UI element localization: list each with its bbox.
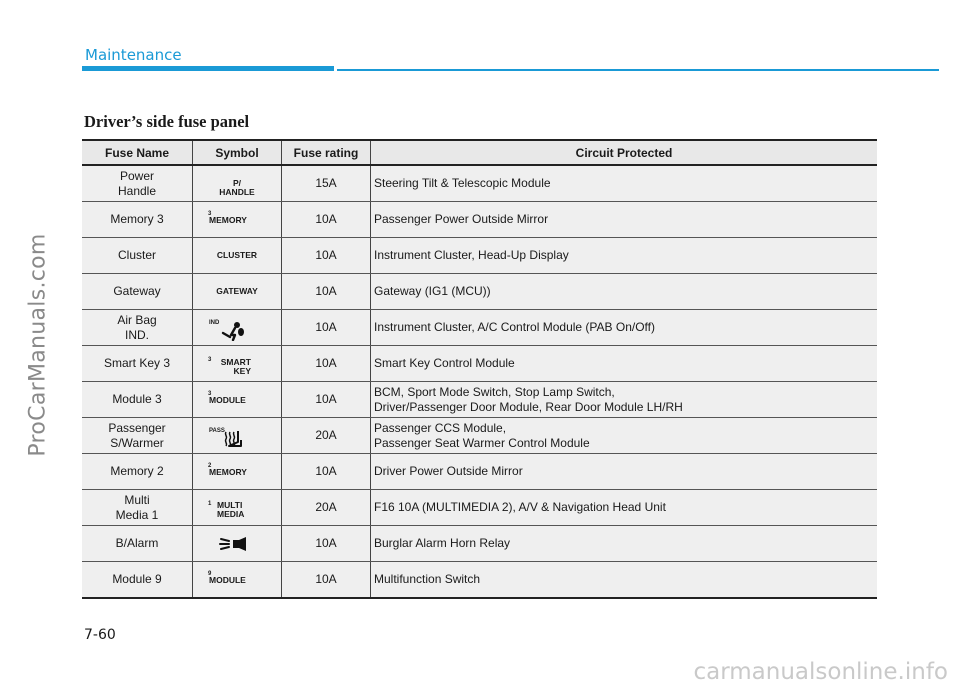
symbol-label <box>205 529 269 559</box>
fuse-symbol <box>193 310 282 346</box>
fuse-name: Module 9 <box>82 562 193 599</box>
symbol-superscript: 3 <box>208 390 212 397</box>
symbol-label <box>205 313 269 343</box>
fuse-name: Memory 2 <box>82 454 193 490</box>
symbol-small-text: IND <box>209 319 220 326</box>
fuse-rating: 10A <box>282 526 371 562</box>
circuit-protected: Passenger CCS Module, Passenger Seat Warmer Control Module <box>371 418 878 454</box>
symbol-text: CLUSTER <box>216 249 258 260</box>
table-row <box>82 310 877 346</box>
fuse-rating: 10A <box>282 310 371 346</box>
circuit-protected: Gateway (IG1 (MCU)) <box>371 274 878 310</box>
column-header-symbol: Symbol <box>193 140 282 165</box>
fuse-name: Multi Media 1 <box>82 490 193 526</box>
table-row <box>82 418 877 454</box>
page-number: 7-60 <box>84 627 116 643</box>
table-row <box>82 526 877 562</box>
symbol-superscript: 3 <box>208 210 212 217</box>
table-row <box>82 165 877 202</box>
table-row <box>82 346 877 382</box>
column-header-circuit-protected: Circuit Protected <box>371 140 878 165</box>
fuse-name: Module 3 <box>82 382 193 418</box>
table-header-row <box>82 140 877 165</box>
circuit-protected: Smart Key Control Module <box>371 346 878 382</box>
symbol-label <box>205 205 269 235</box>
bottom-watermark: carmanualsonline.info <box>693 659 948 685</box>
symbol-text: GATEWAY <box>216 285 258 296</box>
circuit-protected: BCM, Sport Mode Switch, Stop Lamp Switch, Driver/Passenger Door Module, Rear Door Module LH/RH <box>371 382 878 418</box>
seat-heater-icon <box>223 430 243 448</box>
fuse-symbol <box>193 454 282 490</box>
symbol-label <box>205 457 269 487</box>
column-header-fuse-name: Fuse Name <box>82 140 193 165</box>
fuse-symbol <box>193 165 282 202</box>
table-row <box>82 382 877 418</box>
circuit-protected: F16 10A (MULTIMEDIA 2), A/V & Navigation Head Unit <box>371 490 878 526</box>
symbol-label <box>205 169 269 199</box>
fuse-rating: 10A <box>282 238 371 274</box>
fuse-symbol <box>193 346 282 382</box>
airbag-icon <box>221 321 245 341</box>
table-row <box>82 490 877 526</box>
circuit-protected: Instrument Cluster, Head-Up Display <box>371 238 878 274</box>
symbol-text: SMART KEY <box>220 356 251 376</box>
symbol-label <box>205 241 269 271</box>
circuit-protected: Instrument Cluster, A/C Control Module (PAB On/Off) <box>371 310 878 346</box>
page-heading: Driver’s side fuse panel <box>84 112 250 131</box>
fuse-symbol <box>193 274 282 310</box>
fuse-rating: 10A <box>282 346 371 382</box>
fuse-symbol <box>193 382 282 418</box>
fuse-rating: 10A <box>282 202 371 238</box>
fuse-name: Air Bag IND. <box>82 310 193 346</box>
fuse-rating: 10A <box>282 454 371 490</box>
fuse-symbol <box>193 418 282 454</box>
fuse-symbol <box>193 490 282 526</box>
header-rule-thick <box>82 66 334 71</box>
symbol-superscript: 3 <box>208 356 212 363</box>
symbol-label <box>205 493 269 523</box>
circuit-protected: Driver Power Outside Mirror <box>371 454 878 490</box>
fuse-symbol <box>193 526 282 562</box>
symbol-text: P/ HANDLE <box>219 177 255 197</box>
table-row <box>82 454 877 490</box>
circuit-protected: Steering Tilt & Telescopic Module <box>371 165 878 202</box>
symbol-label <box>205 565 269 595</box>
fuse-rating: 20A <box>282 490 371 526</box>
fuse-name: Memory 3 <box>82 202 193 238</box>
symbol-superscript: 1 <box>208 500 212 507</box>
symbol-label <box>205 421 269 451</box>
symbol-small-text: PASS <box>209 427 225 434</box>
fuse-rating: 10A <box>282 274 371 310</box>
circuit-protected: Burglar Alarm Horn Relay <box>371 526 878 562</box>
circuit-protected: Multifunction Switch <box>371 562 878 599</box>
table-row <box>82 238 877 274</box>
fuse-table <box>82 139 877 599</box>
side-watermark: ProCarManuals.com <box>25 233 51 457</box>
symbol-text: MEMORY <box>209 466 247 477</box>
table-row <box>82 562 877 599</box>
circuit-protected: Passenger Power Outside Mirror <box>371 202 878 238</box>
fuse-name: Passenger S/Warmer <box>82 418 193 454</box>
column-header-fuse-rating: Fuse rating <box>282 140 371 165</box>
fuse-symbol <box>193 562 282 599</box>
symbol-label <box>205 277 269 307</box>
table-row <box>82 202 877 238</box>
symbol-text: MEMORY <box>209 214 247 225</box>
fuse-symbol <box>193 238 282 274</box>
table-row <box>82 274 877 310</box>
symbol-label <box>205 385 269 415</box>
fuse-rating: 15A <box>282 165 371 202</box>
symbol-label <box>205 349 269 379</box>
symbol-superscript: 9 <box>208 570 212 577</box>
fuse-name: Cluster <box>82 238 193 274</box>
fuse-rating: 20A <box>282 418 371 454</box>
symbol-text: MODULE <box>209 394 246 405</box>
section-title: Maintenance <box>85 46 182 64</box>
symbol-text: MULTI MEDIA <box>217 499 245 519</box>
fuse-name: Gateway <box>82 274 193 310</box>
fuse-rating: 10A <box>282 562 371 599</box>
fuse-name: Smart Key 3 <box>82 346 193 382</box>
symbol-text: MODULE <box>209 574 246 585</box>
fuse-name: B/Alarm <box>82 526 193 562</box>
horn-icon <box>219 536 249 552</box>
fuse-symbol <box>193 202 282 238</box>
fuse-name: Power Handle <box>82 165 193 202</box>
header-rule-thin <box>337 69 939 71</box>
symbol-superscript: 2 <box>208 462 212 469</box>
fuse-rating: 10A <box>282 382 371 418</box>
